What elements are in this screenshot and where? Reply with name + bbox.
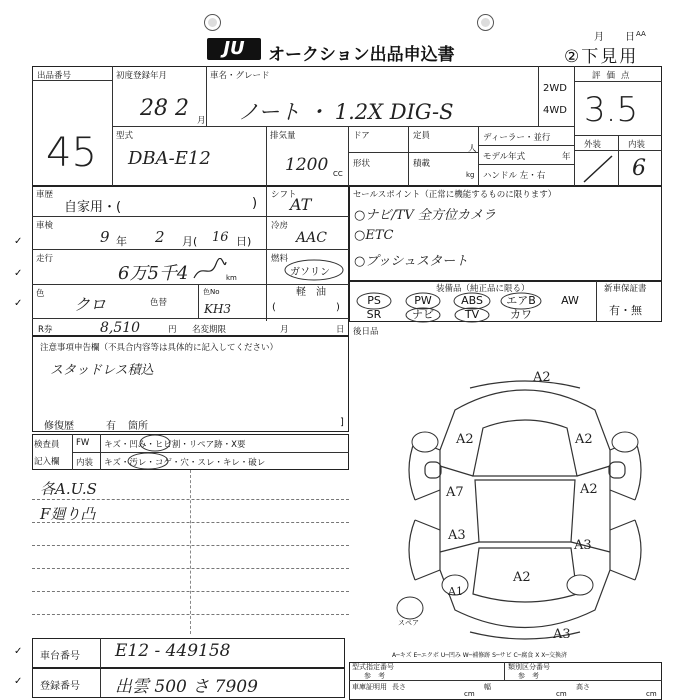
length-label: 長さ	[392, 683, 406, 691]
mileage-value: 6万5千4	[118, 263, 189, 284]
aircon-value: AAC	[296, 230, 327, 246]
equipment-pw: PW	[414, 294, 432, 307]
reference-label: 参 考	[364, 672, 385, 680]
divider	[349, 680, 662, 681]
divider	[618, 135, 619, 186]
inspector-note-2: F廻り凸	[40, 505, 96, 523]
divider	[112, 126, 574, 127]
notes-label: 注意事項申告欄（不具合内容等は具体的に記入してください）	[40, 343, 279, 353]
fuel-paren-open: (	[272, 302, 276, 313]
inspection-label: 車検	[36, 221, 54, 231]
plate-value: 出雲 500 さ 7909	[115, 677, 258, 697]
color-no-label: 色No	[203, 288, 220, 296]
interior-value: 6	[632, 156, 646, 181]
inspection-month: 2	[155, 228, 165, 246]
equipment-sr: SR	[366, 308, 382, 321]
inspection-year-unit: 年	[116, 235, 127, 248]
divider	[574, 66, 575, 186]
spare-label: スペア	[398, 619, 419, 627]
certificate-label: 車庫証明用	[352, 683, 387, 691]
divider	[190, 470, 191, 634]
notes-value: スタッドレス積込	[50, 363, 154, 378]
sales-line-1: ○ナビ/TV 全方位カメラ	[354, 208, 496, 223]
plate-label: 登録番号	[40, 681, 80, 692]
logo	[207, 38, 261, 60]
fuel-circle-mark	[283, 258, 345, 282]
mileage-scribble	[192, 258, 228, 282]
interior-label: 内装	[628, 140, 646, 150]
inspector-label-2: 記入欄	[34, 457, 60, 467]
width-unit: cm	[556, 690, 567, 698]
exterior-slash-mark	[580, 152, 616, 184]
repair-value: 有	[106, 421, 116, 432]
inspection-year: 9	[100, 228, 110, 246]
check-mark: ✓	[14, 676, 23, 687]
check-mark: ✓	[14, 646, 23, 657]
shape-label: 形状	[353, 159, 371, 169]
interior-check-text: キズ・汚レ・コゲ・穴・スレ・キレ・破レ	[104, 458, 266, 468]
inspection-month-unit: 月(	[182, 235, 198, 248]
car-diagram	[395, 370, 655, 650]
fw-label: FW	[76, 438, 90, 448]
car-name-value: ノート ・ 1.2X DIG-S	[238, 100, 454, 124]
score-label: 評価点	[592, 71, 636, 81]
warranty-label: 新車保証書	[604, 284, 647, 294]
mileage-label: 走行	[36, 254, 54, 264]
equipment-abs: ABS	[461, 294, 483, 307]
shift-label: シフト	[271, 190, 297, 200]
sales-line-2: ○ETC	[354, 228, 394, 243]
tire-rear-right	[567, 575, 593, 595]
first-registration-value: 28 2	[140, 96, 189, 121]
sales-label: セールスポイント（正常に機能するものに限ります）	[353, 190, 557, 200]
chassis-label: 車台番号	[40, 651, 80, 662]
divider	[478, 126, 479, 186]
chassis-value: E12 - 449158	[115, 641, 231, 661]
repair-place: 箇所	[128, 421, 148, 432]
divider	[32, 318, 349, 319]
mileage-unit: km	[226, 274, 237, 282]
divider	[32, 80, 112, 81]
fuel-value: ガソリン	[290, 267, 330, 278]
tire-front-left	[412, 432, 438, 452]
model-type-label: 型式	[116, 131, 134, 141]
history-close: )	[252, 196, 258, 211]
divider	[348, 152, 478, 153]
color-label: 色	[36, 289, 45, 299]
height-label: 高さ	[576, 683, 590, 691]
interior-check-label: 内装	[76, 458, 94, 468]
check-mark: ✓	[14, 236, 23, 247]
displacement-unit: CC	[333, 170, 343, 178]
recycle-value: 8,510	[100, 320, 141, 336]
date-suffix: AA	[636, 30, 646, 38]
damage-mark-right-door: A2	[580, 482, 598, 497]
fuel-paren-close: )	[336, 302, 340, 313]
doors-label: ドア	[353, 131, 370, 141]
check-mark: ✓	[14, 298, 23, 309]
divider	[198, 284, 199, 318]
divider	[574, 81, 662, 82]
load-label: 積載	[413, 159, 431, 169]
divider	[408, 126, 409, 186]
damage-mark-front-right: A2	[575, 432, 593, 447]
load-unit: kg	[466, 171, 475, 179]
divider	[538, 66, 539, 126]
punch-hole-left	[204, 14, 221, 31]
name-change-month: 月	[280, 325, 289, 335]
history-label: 車歴	[36, 190, 54, 200]
divider	[32, 249, 349, 250]
equipment-navi: ナビ	[412, 308, 434, 321]
warranty-value: 有・無	[609, 304, 642, 317]
divider	[574, 150, 662, 151]
inspection-day: 16	[212, 230, 229, 245]
inspector-note-1: 各A.U.S	[40, 480, 97, 498]
equipment-circle-marks	[349, 291, 549, 323]
reference-label-2: 参 考	[518, 672, 539, 680]
tire-front-right	[612, 432, 638, 452]
category-label: 類別区分番号	[508, 663, 550, 671]
divider	[478, 164, 574, 165]
car-name-label: 車名・グレード	[210, 71, 270, 81]
width-label: 幅	[484, 683, 491, 691]
divider	[596, 281, 597, 322]
damage-mark-front-left: A2	[456, 432, 474, 447]
lot-number-label: 出品番号	[37, 71, 72, 81]
displacement-value: 1200	[285, 155, 329, 175]
name-change-label: 名変期限	[192, 325, 227, 335]
damage-mark-rear-center: A2	[513, 570, 531, 585]
color-no-value: KH3	[204, 302, 232, 316]
date-day: 日	[625, 32, 635, 43]
capacity-label: 定員	[413, 131, 431, 141]
recycle-label: R券	[38, 325, 53, 335]
name-change-day: 日	[336, 325, 345, 335]
repaint-label: 色替	[150, 298, 168, 308]
dealer-label: ディーラー・並行	[483, 133, 551, 143]
repair-close: ]	[340, 417, 344, 428]
damage-mark-left-rear-door: A3	[448, 528, 466, 543]
length-unit: cm	[464, 690, 475, 698]
model-year-label: モデル年式	[483, 152, 526, 162]
aircon-label: 冷房	[271, 221, 289, 231]
lot-number-value: 45	[46, 130, 97, 176]
damage-legend: A─キズ E─エクボ U─凹み W─補修跡 S─サビ C─腐食 X X─交換済	[392, 652, 567, 659]
equipment-airbag: エアB	[506, 294, 536, 307]
backseat-label: 後日品	[353, 327, 379, 337]
equipment-tv: TV	[464, 308, 480, 321]
recycle-unit: 円	[168, 325, 177, 335]
inspection-day-unit: 日)	[236, 235, 252, 248]
first-registration-unit: 月	[197, 116, 206, 126]
spare-tire	[397, 597, 423, 619]
equipment-ps: PS	[367, 294, 381, 307]
equipment-label: 装備品（純正品に限る）	[436, 284, 530, 294]
score-value: 3.5	[584, 90, 639, 130]
damage-mark-left-door: A7	[446, 485, 464, 500]
model-year-unit: 年	[562, 152, 571, 162]
inspector-circle-marks	[100, 434, 220, 470]
equipment-leather: カワ	[510, 308, 532, 321]
logo-text: JU	[223, 38, 245, 59]
displacement-label: 排気量	[270, 131, 296, 141]
fuel-diesel: 軽 油	[296, 287, 326, 298]
divider	[266, 126, 267, 186]
reference-block	[349, 662, 662, 700]
equipment-aw: AW	[561, 294, 579, 307]
check-mark: ✓	[14, 268, 23, 279]
divider	[348, 126, 349, 186]
shift-value: AT	[290, 195, 312, 214]
history-value: 自家用・(	[64, 200, 122, 215]
exterior-label: 外装	[584, 140, 602, 150]
repair-label: 修復歴	[44, 421, 74, 432]
drive-4wd-label: 4WD	[543, 105, 567, 116]
first-registration-label: 初度登録年月	[116, 71, 168, 81]
damage-mark-roof-top: A2	[533, 370, 551, 385]
copy-label: ②下見用	[564, 47, 639, 67]
height-unit: cm	[646, 690, 657, 698]
damage-mark-right-rear-door: A3	[574, 538, 592, 553]
divider	[478, 145, 574, 146]
divider	[266, 186, 267, 321]
capacity-unit: 人	[468, 144, 477, 154]
sales-line-3: ○プッシュスタート	[354, 254, 469, 269]
divider	[206, 66, 207, 126]
divider	[32, 216, 349, 217]
form-title: オークション出品申込書	[268, 45, 455, 65]
divider	[504, 662, 505, 680]
color-value: クロ	[74, 295, 107, 314]
drive-2wd-label: 2WD	[543, 83, 567, 94]
handle-label: ハンドル 左・右	[483, 171, 546, 181]
fuel-label: 燃料	[271, 254, 289, 264]
model-type-value: DBA-E12	[128, 148, 211, 169]
fw-text: キズ・凹み・ヒビ割・リペア跡・X要	[104, 440, 246, 450]
date-month: 月	[594, 32, 604, 43]
damage-mark-rear-bumper: A3	[553, 627, 571, 642]
damage-mark-rear-left: A1	[448, 585, 463, 598]
punch-hole-right	[477, 14, 494, 31]
type-designation-label: 型式指定番号	[352, 663, 394, 671]
inspector-label-1: 検査員	[34, 440, 60, 450]
